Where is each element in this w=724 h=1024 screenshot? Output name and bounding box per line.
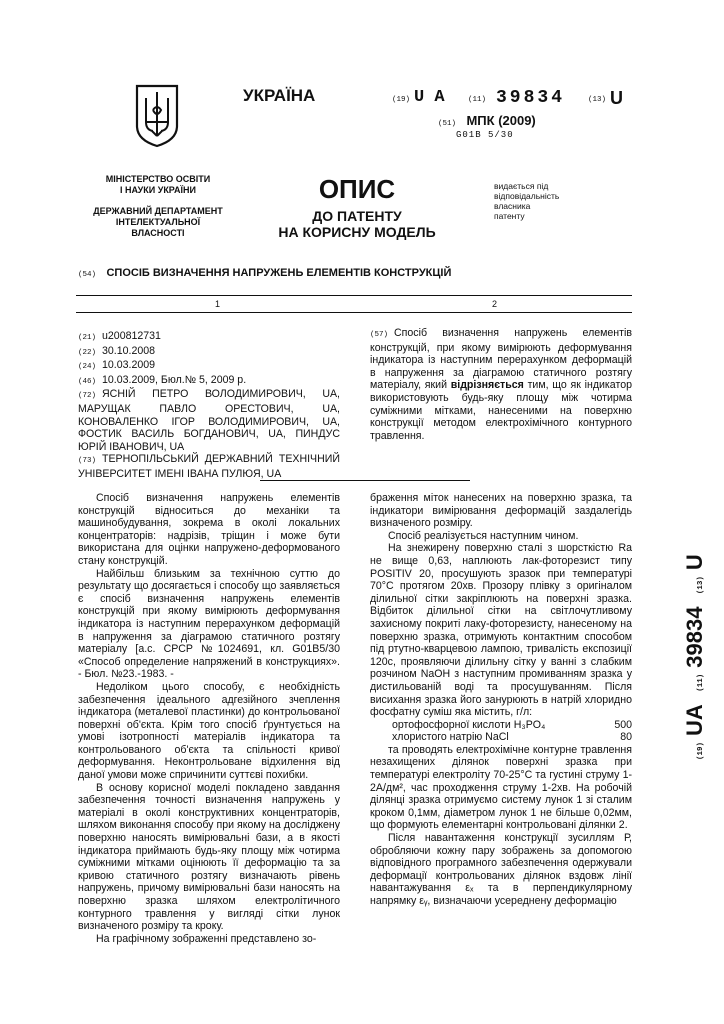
- mpk-line: [438, 112, 536, 130]
- composition-row: [392, 719, 632, 732]
- ministry: [88, 174, 228, 196]
- claim-text-start: Спосіб визначення напружень елементів конструкцій, при якому вимірюють деформування індикатора із наступним перерахунком деформацій в напруження за діаграмою статичного розтягу матеріалу, який: [370, 327, 632, 392]
- country-title: УКРАЇНА: [243, 86, 316, 105]
- publication-info: [78, 374, 340, 389]
- patent-number: 39834: [496, 88, 566, 108]
- department: [88, 206, 228, 239]
- code-11: (11): [468, 96, 487, 104]
- department-line: ВЛАСНОСТІ: [131, 228, 185, 238]
- code-24: (24): [78, 363, 97, 372]
- ministry-line: І НАУКИ УКРАЇНИ: [120, 185, 196, 195]
- description-column-right: [370, 492, 632, 908]
- divider: [76, 295, 632, 296]
- side-code-13: (13): [697, 576, 705, 595]
- code-22: (22): [78, 348, 97, 357]
- component-name: ортофосфорної кислоти H₃PO₄: [392, 718, 546, 731]
- component-value: 500: [614, 718, 632, 731]
- invention-title-line: [78, 263, 451, 281]
- mpk: [466, 113, 535, 128]
- patent-id-line: [392, 88, 642, 112]
- note-line: відповідальність: [494, 191, 560, 201]
- code-51: (51): [438, 120, 457, 128]
- ministry-line: МІНІСТЕРСТВО ОСВІТИ: [105, 174, 211, 184]
- side-number: 39834: [682, 606, 707, 668]
- code-46: (46): [78, 377, 97, 386]
- owner: [78, 453, 340, 480]
- ipc-class: G01B 5/30: [456, 130, 514, 140]
- code-13: (13): [588, 96, 607, 104]
- issued-note: [494, 181, 559, 221]
- side-kind: U: [682, 554, 707, 571]
- paragraph: Недоліком цього способу, є необхідність забезпечення ідеального адгезійного зчеплення індикатора (металевої пластинки) до контрольованої поверхні об'єкта. Крім того спосіб ґрунтується на умові ізотропності матеріалів індикатора та контрольованого об'єкта та спільності кривої деформування. Неконтрольоване відхилення від даної умови може спричинити суттєві похибки.: [78, 680, 340, 782]
- column-number: 2: [492, 299, 498, 309]
- application-number-value: u200812731: [102, 330, 161, 342]
- effective-date-value: 10.03.2009: [102, 359, 156, 372]
- code-21: (21): [78, 334, 97, 342]
- claim: [370, 327, 632, 442]
- publication-info-value: 10.03.2009, Бюл.№ 5, 2009 р.: [102, 373, 247, 386]
- paragraph: та проводять електрохімічне контурне травлення незахищених ділянок поверхні зразка при температурі електроліту 70-25°С та густині струму 1-2А/дм², час проходження струму 1-2хв. На робочій ділянці зразка отримуємо систему лунок 1 зі сталим кроком 0,1мм, діаметром лунок 1 не більше 0,02мм, що формують елементарні контрольовані ділянки 2.: [370, 743, 632, 832]
- paragraph: Найбільш близьким за технічною суттю до результату що досягається і способу що заявляється є спосіб визначення напружень елементів конструкцій при якому вимірюють деформування індикатора із наступним перерахунком деформацій в напруження за діаграмою статичного розтягу матеріалу [а.с. СРСР №1024691, кл. G01B5/30 «Способ определение напряжений в конструкциях». - Бюл. №23.-1983. -: [78, 567, 340, 681]
- claim-keyword: відрізняється: [450, 379, 524, 392]
- composition-row: [392, 731, 632, 744]
- department-line: ДЕРЖАВНИЙ ДЕПАРТАМЕНТ: [93, 206, 223, 216]
- side-label-text: [682, 554, 708, 760]
- side-code-11: (11): [697, 673, 705, 692]
- bibliographic-data: [78, 330, 340, 481]
- side-country: UA: [682, 704, 707, 736]
- description-column-left: [78, 492, 340, 945]
- paragraph: На графічному зображенні представлено зо-: [96, 932, 317, 945]
- country-code: U A: [414, 88, 445, 107]
- composition-table: [370, 719, 632, 744]
- paragraph: браження міток нанесених на поверхню зразка, та індикатори вимірювання деформацій заздалегідь визначеного розміру.: [370, 492, 632, 530]
- inventors: [78, 388, 340, 453]
- coat-of-arms-icon: [134, 84, 180, 148]
- note-line: видається під: [494, 181, 549, 191]
- divider: [76, 312, 632, 313]
- subtitle-line: ДО ПАТЕНТУ: [312, 208, 402, 224]
- subtitle-line: НА КОРИСНУ МОДЕЛЬ: [278, 224, 436, 240]
- code-19: (19): [392, 96, 411, 104]
- inventors-value: ЯСНІЙ ПЕТРО ВОЛОДИМИРОВИЧ, UA, МАРУЩАК ПАВЛО ОРЕСТОВИЧ, UA, КОНОВАЛЕНКО ІГОР ВОЛОДИМИРОВИЧ, UA, ФОСТИК ВАСИЛЬ БОГДАНОВИЧ, UA, ПИНДУС ЮРІЙ ІВАНОВИЧ, UA: [78, 388, 340, 453]
- component-name: хлористого натрію NaCl: [392, 731, 509, 744]
- filing-date: [78, 345, 340, 360]
- application-number: [78, 330, 340, 345]
- mpk-text: МПК (2009): [466, 113, 536, 128]
- component-value: 80: [620, 731, 632, 744]
- paragraph: На знежирену поверхню сталі з шорсткістю Ra не вище 0,63, наплюють лак-фоторезист типу POSITIV 20, просушують зразок при температурі 70°С протягом 20хв. Прозору плівку з оригіналом ділильної сітки закріплюють на поверхні зразка. Відбиток ділильної сітки на світлочутливому захисному покриті лаку-фоторезисту, нанесеному на поверхню зразка, отримують контактним способом під ртутно-кварцевою лампою, тривалість експозиції 120с, проявляючи ділильну сітку у ванні з слабким розчином NaOH з наступним промиванням зразка у дистильованій воді та просушуванням. Після висихання зразка його занурюють в натрій хлоридно фосфатну суміш яка містить, г/л:: [370, 542, 632, 719]
- paragraph: Після навантаження конструкції зусиллям Р, обробляючи кожну пару зображень за допомогою відповідного програмного забезпечення одержували деформації контрольованих ділянок вздовж лінії навантажування εₓ та в перпендикулярному напрямку εᵧ, визначаючи усереднену деформацію: [370, 832, 632, 907]
- column-number: 1: [215, 299, 221, 309]
- short-divider: [260, 480, 470, 481]
- claim-text-end: тим, що як індикатор використовують будь-яку площу між чотирма суміжними мітками, нанесеними на поверхню конструкції методом електрохімічного контурного травлення.: [370, 379, 632, 442]
- code-57: (57): [370, 331, 389, 339]
- code-73: (73): [78, 457, 97, 466]
- note-line: власника: [494, 201, 531, 211]
- code-54: (54): [78, 271, 97, 279]
- doc-subtitle: [272, 208, 442, 240]
- paragraph: Спосіб реалізується наступним чином.: [388, 529, 579, 542]
- owner-value: ТЕРНОПІЛЬСЬКИЙ ДЕРЖАВНИЙ ТЕХНІЧНИЙ УНІВЕРСИТЕТ ІМЕНІ ІВАНА ПУЛЮЯ, UA: [78, 453, 340, 480]
- paragraph: В основу корисної моделі покладено завдання забезпечення точності визначення напружень у матеріалі в околі конструктивних концентраторів, шляхом виконання способу при якому на досліджену поверхню наносять вимірювальні бази, а в якості індикатора приймають будь-яку площу між чотирма суміжними мітками оцінюють її деформацію та за кривою статичного розтягу визначають рівень напружень, причому вимірювальні бази наносять на поверхню зразка шляхом електролітичного контурного травлення у вигляді сітки лунок визначеного розміру та кроку.: [78, 781, 340, 933]
- department-line: ІНТЕЛЕКТУАЛЬНОЇ: [115, 217, 201, 227]
- kind-code: U: [610, 88, 623, 108]
- effective-date: [78, 359, 340, 374]
- paragraph: Спосіб визначення напружень елементів конструкцій відноситься до механіки та машинобудування, зокрема в околі локальних концентраторів: надрізів, тріщин і може бути використана для оцінки напружено-деформованого стану конструкцій.: [78, 492, 340, 567]
- filing-date-value: 30.10.2008: [102, 344, 156, 357]
- side-code-19: (19): [697, 741, 705, 760]
- code-72: (72): [78, 392, 97, 401]
- note-line: патенту: [494, 211, 525, 221]
- doc-title: ОПИС: [318, 174, 396, 204]
- invention-title: СПОСІБ ВИЗНАЧЕННЯ НАПРУЖЕНЬ ЕЛЕМЕНТІВ КОНСТРУКЦІЙ: [106, 267, 452, 279]
